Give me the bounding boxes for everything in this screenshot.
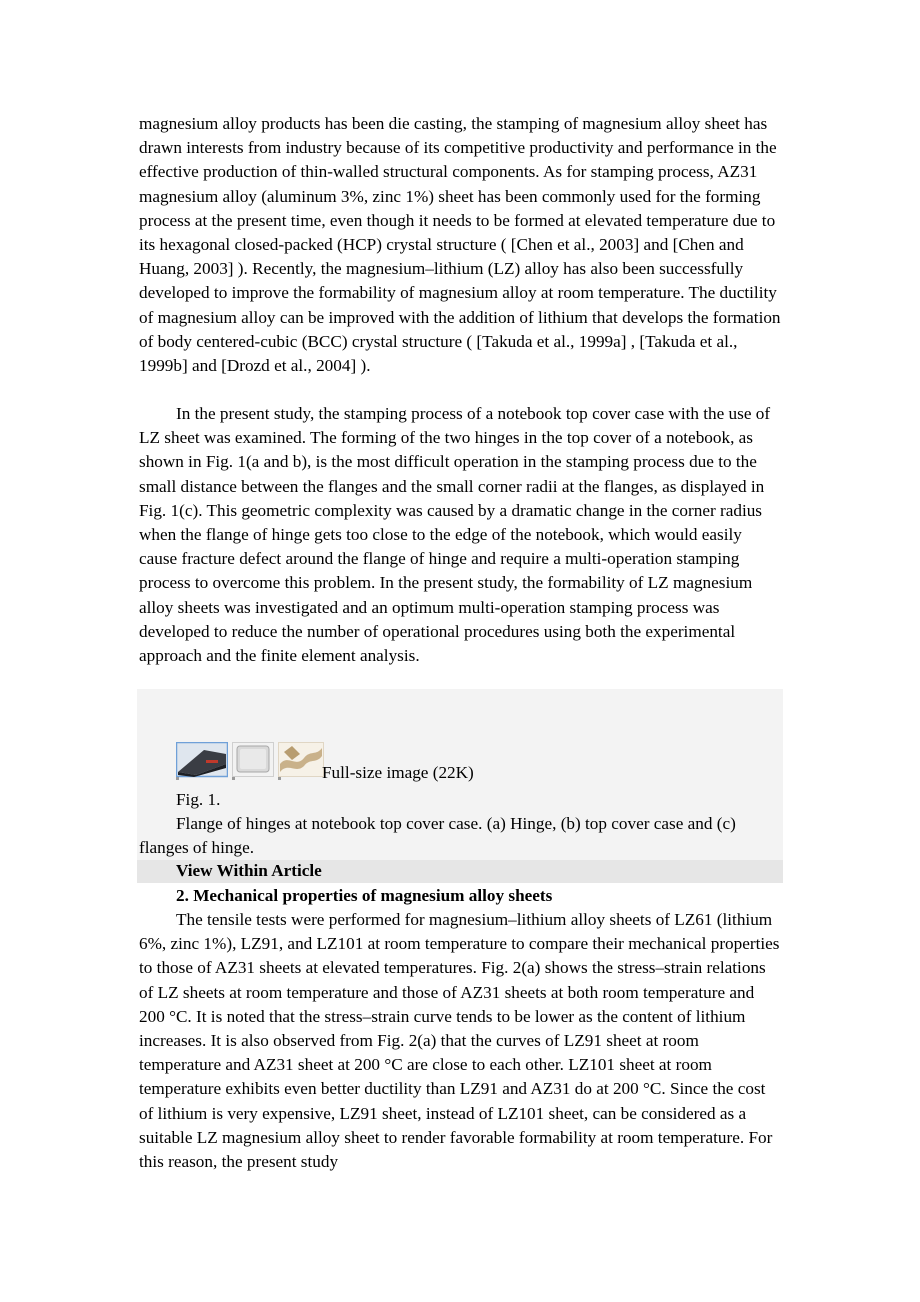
full-size-image-link[interactable]: Full-size image (22K) xyxy=(322,763,474,782)
notebook-hinge-photo-icon[interactable] xyxy=(176,742,228,780)
view-within-article-link[interactable]: View Within Article xyxy=(176,861,322,880)
hinge-flange-photo-icon[interactable] xyxy=(278,742,324,780)
figure-thumbnails xyxy=(176,740,328,780)
figure-label: Fig. 1. xyxy=(176,790,221,809)
section-heading: 2. Mechanical properties of magnesium alloy sheets xyxy=(176,886,553,905)
top-cover-case-photo-icon[interactable] xyxy=(232,742,274,780)
body-paragraph-present-study: In the present study, the stamping process of a notebook top cover case with the use of LZ sheet was examined. The forming of the two hinges in the top cover of a notebook, as shown in Fig. 1(a and b), is the most difficult operation in the stamping process due to the small distance between the flanges and the small corner radii at the flanges, as displayed in Fig. 1(c). This geometric complexity was caused by a dramatic change in the corner radius when the flange of hinge gets too close to the edge of the notebook, which would easily cause fracture defect around the flange of hinge and require a multi-operation stamping process to overcome this problem. In the present study, the formability of LZ magnesium alloy sheets was investigated and an optimum multi-operation stamping process was developed to reduce the number of operational procedures using both the experimental approach and the finite element analysis. xyxy=(139,404,771,666)
body-paragraph-intro: magnesium alloy products has been die casting, the stamping of magnesium alloy sheet has drawn interests from industry because of its competitive productivity and performance in the effective production of thin-walled structural components. As for stamping process, AZ31 magnesium alloy (aluminum 3%, zinc 1%) sheet has been commonly used for the forming process at the present time, even though it needs to be formed at elevated temperature due to its hexagonal closed-packed (HCP) crystal structure ( [Chen et al., 2003] and [Chen and Huang, 2003] ). Recently, the magnesium–lithium (LZ) alloy has also been successfully developed to improve the formability of magnesium alloy at room temperature. The ductility of magnesium alloy can be improved with the addition of lithium that develops the formation of body centered-cubic (BCC) crystal structure ( [Takuda et al., 1999a] , [Takuda et al., 1999b] and [Drozd et al., 2004] ). xyxy=(139,114,781,376)
figure-caption: Flange of hinges at notebook top cover case. (a) Hinge, (b) top cover case and (c) flanges of hinge. xyxy=(139,814,736,858)
body-paragraph-tensile-tests: The tensile tests were performed for magnesium–lithium alloy sheets of LZ61 (lithium 6%, zinc 1%), LZ91, and LZ101 at room temperature to compare their mechanical properties to those of AZ31 sheets at elevated temperatures. Fig. 2(a) shows the stress–strain relations of LZ sheets at room temperature and those of AZ31 sheets at both room temperature and 200 °C. It is noted that the stress–strain curve tends to be lower as the content of lithium increases. It is also observed from Fig. 2(a) that the curves of LZ91 sheet at room temperature and AZ31 sheet at 200 °C are close to each other. LZ101 sheet at room temperature exhibits even better ductility than LZ91 and AZ31 do at 200 °C. Since the cost of lithium is very expensive, LZ91 sheet, instead of LZ101 sheet, can be considered as a suitable LZ magnesium alloy sheet to render favorable formability at room temperature. For this reason, the present study xyxy=(139,910,780,1172)
